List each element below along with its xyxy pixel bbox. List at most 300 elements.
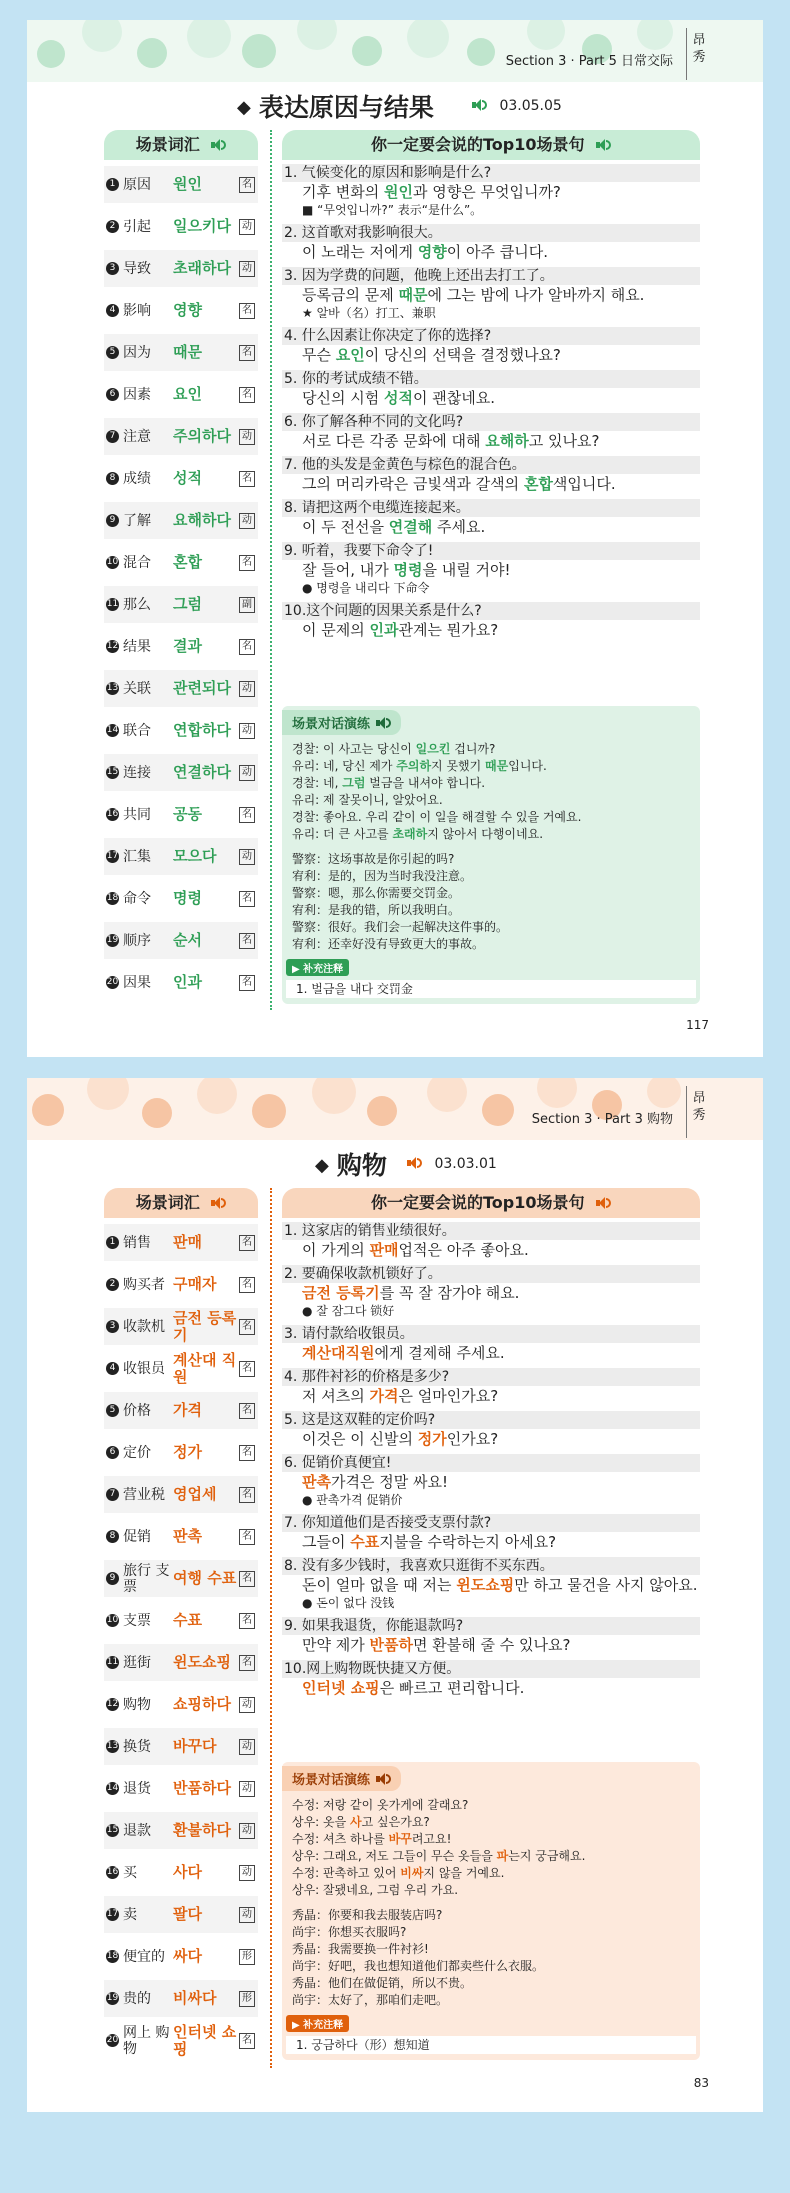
dialog-line-chinese: 尚宇：好吧，我也想知道他们都卖些什么衣服。 bbox=[292, 1959, 545, 1973]
vocab-korean: 비싸다 bbox=[173, 1989, 217, 2007]
text-segment: 관계는 뭔가요? bbox=[398, 621, 499, 639]
vocab-item[interactable] bbox=[104, 544, 258, 581]
sentence-korean bbox=[282, 1532, 700, 1552]
sentence-chinese: 7. 你知道他们是否接受支票付款? bbox=[282, 1514, 700, 1532]
vocab-number: 8 bbox=[106, 472, 119, 485]
text-segment: 지 않을 거예요. bbox=[423, 1866, 505, 1880]
decor-circle bbox=[467, 38, 495, 66]
vocab-item[interactable] bbox=[104, 880, 258, 917]
vocab-pos: 形 bbox=[239, 1991, 255, 2007]
sentence-korean bbox=[282, 1678, 700, 1698]
vocab-number: 20 bbox=[106, 977, 119, 987]
sentence-chinese: 8. 没有多少钱时，我喜欢只逛街不买东西。 bbox=[282, 1557, 700, 1575]
vocab-korean: 영향 bbox=[173, 301, 202, 319]
decor-circle bbox=[312, 1078, 356, 1114]
vocab-item[interactable] bbox=[104, 628, 258, 665]
decor-circle bbox=[197, 1078, 237, 1114]
vocab-korean: 혼합 bbox=[173, 553, 202, 571]
vocab-number: 12 bbox=[106, 641, 119, 651]
vocab-number: 4 bbox=[106, 304, 119, 317]
vocab-item[interactable] bbox=[104, 1644, 258, 1681]
text-segment: 이 당신의 선택을 결정했나요? bbox=[364, 346, 561, 364]
vocab-korean: 순서 bbox=[173, 931, 202, 949]
highlighted-word: 파 bbox=[496, 1849, 509, 1863]
vocab-korean: 판매 bbox=[173, 1233, 202, 1251]
dialog-line-korean bbox=[282, 1848, 700, 1865]
vocab-korean: 인터넷 쇼핑 bbox=[173, 2022, 237, 2058]
sentence-item bbox=[282, 224, 700, 262]
sentence-chinese: 10.网上购物既快捷又方便。 bbox=[282, 1660, 700, 1678]
text-segment: 에 그는 밤에 나가 알바까지 해요. bbox=[427, 286, 645, 304]
vocab-number: 3 bbox=[106, 1320, 119, 1333]
page-number: 83 bbox=[693, 2076, 709, 2090]
vocab-item[interactable] bbox=[104, 1938, 258, 1975]
vocab-item[interactable] bbox=[104, 1896, 258, 1933]
vocab-korean: 영업세 bbox=[173, 1485, 217, 1503]
sentence-korean bbox=[282, 1386, 700, 1406]
sentence-chinese: 1. 这家店的销售业绩很好。 bbox=[282, 1222, 700, 1240]
vocab-chinese: 便宜的 bbox=[123, 1948, 165, 1965]
side-tab-char: 秀 bbox=[692, 1108, 706, 1123]
sentence-korean bbox=[282, 620, 700, 640]
vocab-pos: 名 bbox=[239, 387, 255, 403]
vocab-item[interactable] bbox=[104, 586, 258, 623]
sentence-chinese: 5. 你的考试成绩不错。 bbox=[282, 370, 700, 388]
sentence-chinese: 7. 他的头发是金黄色与棕色的混合色。 bbox=[282, 456, 700, 474]
highlighted-word: 사 bbox=[350, 1815, 362, 1829]
vocab-item[interactable] bbox=[104, 838, 258, 875]
text-segment: 이 아주 큽니다. bbox=[446, 243, 548, 261]
vocab-number: 10 bbox=[106, 557, 119, 567]
sentence-korean bbox=[282, 1472, 700, 1492]
vocab-chinese: 购物 bbox=[123, 1696, 151, 1713]
highlighted-word: 초래하 bbox=[392, 827, 428, 841]
sentence-chinese: 2. 这首歌对我影响很大。 bbox=[282, 224, 700, 242]
vocab-pos: 名 bbox=[239, 177, 255, 193]
vocab-chinese: 连接 bbox=[123, 764, 151, 781]
highlighted-word: 수표 bbox=[350, 1533, 380, 1551]
vocab-item[interactable] bbox=[104, 1686, 258, 1723]
vocab-item[interactable] bbox=[104, 376, 258, 413]
speaker-icon[interactable] bbox=[407, 1157, 422, 1169]
sentence-chinese: 4. 什么因素让你决定了你的选择? bbox=[282, 327, 700, 345]
vocab-item[interactable] bbox=[104, 502, 258, 539]
vocab-pos: 名 bbox=[239, 1529, 255, 1545]
vocab-item[interactable] bbox=[104, 964, 258, 1001]
vocab-korean: 금전 등록기 bbox=[173, 1308, 237, 1344]
decor-circle bbox=[297, 20, 337, 50]
vocab-number: 14 bbox=[106, 1783, 119, 1793]
vocab-chinese: 支票 bbox=[123, 1612, 151, 1629]
vocab-pos: 名 bbox=[239, 1403, 255, 1419]
vocab-korean: 때문 bbox=[173, 343, 202, 361]
sentence-item bbox=[282, 456, 700, 494]
sentence-note: ★ 알바（名）打工、兼职 bbox=[302, 306, 436, 320]
side-tab-char: 昂 bbox=[692, 1091, 706, 1106]
vocab-item[interactable] bbox=[104, 1224, 258, 1261]
decor-circle bbox=[427, 1078, 467, 1112]
vocab-item[interactable] bbox=[104, 1560, 258, 1597]
speaker-icon[interactable] bbox=[376, 717, 391, 729]
supplement-tag: ▶ 补充注释 bbox=[286, 2015, 349, 2032]
dialog-box bbox=[282, 706, 700, 1004]
sentence-korean bbox=[282, 1635, 700, 1655]
text-segment: 상우: 옷을 bbox=[292, 1815, 351, 1829]
vocab-item[interactable] bbox=[104, 1854, 258, 1891]
vocab-item[interactable] bbox=[104, 1350, 258, 1387]
vocab-chinese: 成绩 bbox=[123, 470, 151, 487]
dialog-tag-text: 场景对话演练 bbox=[292, 717, 371, 732]
vocab-item[interactable] bbox=[104, 1518, 258, 1555]
sentence-chinese: 9. 听着，我要下命令了! bbox=[282, 542, 700, 560]
highlighted-word: 가격 bbox=[369, 1387, 399, 1405]
vocab-pos: 动 bbox=[239, 849, 255, 865]
dialog-line-chinese: 秀晶：他们在做促销，所以不贵。 bbox=[292, 1976, 473, 1990]
sentence-korean bbox=[282, 1343, 700, 1363]
vocab-pos: 动 bbox=[239, 219, 255, 235]
text-segment: 에게 결제해 주세요. bbox=[374, 1344, 505, 1362]
text-segment: 기후 변화의 bbox=[302, 183, 384, 201]
highlighted-word: 때문 bbox=[485, 759, 509, 773]
vocab-item[interactable] bbox=[104, 1392, 258, 1429]
vocab-pos: 动 bbox=[239, 1865, 255, 1881]
vocab-pos: 名 bbox=[239, 807, 255, 823]
text-segment: 수정: 셔츠 하나를 bbox=[292, 1832, 389, 1846]
vocab-korean: 환불하다 bbox=[173, 1821, 231, 1839]
sentence-korean bbox=[282, 1283, 700, 1303]
sentence-korean bbox=[282, 182, 700, 202]
vocab-number: 6 bbox=[106, 388, 119, 401]
dialog-line-chinese: 宥利：是我的错，所以我明白。 bbox=[292, 903, 461, 917]
speaker-icon[interactable] bbox=[596, 139, 611, 151]
speaker-icon[interactable] bbox=[472, 99, 487, 111]
highlighted-word: 명령 bbox=[393, 561, 423, 579]
sentence-korean bbox=[282, 431, 700, 451]
audio-code-text: 03.03.01 bbox=[434, 1156, 497, 1172]
vocab-chinese: 退款 bbox=[123, 1822, 151, 1839]
vocab-item[interactable] bbox=[104, 1728, 258, 1765]
vocab-number: 20 bbox=[106, 2035, 119, 2045]
vocab-korean: 모으다 bbox=[173, 847, 217, 865]
decor-circle bbox=[482, 1094, 514, 1126]
decor-circle bbox=[82, 20, 122, 52]
vocab-chinese: 营业税 bbox=[123, 1486, 165, 1503]
decor-circle bbox=[352, 36, 382, 66]
vocab-number: 15 bbox=[106, 767, 119, 777]
highlighted-word: 판촉 bbox=[302, 1473, 331, 1491]
text-segment: 이 괜찮네요. bbox=[412, 389, 495, 407]
vocab-item[interactable] bbox=[104, 334, 258, 371]
text-segment: 이 두 전선을 bbox=[302, 518, 389, 536]
sentence-item bbox=[282, 413, 700, 451]
vocab-item[interactable] bbox=[104, 208, 258, 245]
page-title-text: 表达原因与结果 bbox=[258, 93, 434, 122]
vocab-chinese: 定价 bbox=[123, 1444, 151, 1461]
speaker-icon[interactable] bbox=[596, 1197, 611, 1209]
column-divider bbox=[270, 1188, 272, 2068]
vocab-chinese: 销售 bbox=[123, 1234, 151, 1251]
vocab-number: 16 bbox=[106, 1867, 119, 1877]
spacer bbox=[282, 843, 700, 851]
vocab-item[interactable] bbox=[104, 292, 258, 329]
highlighted-word: 계산대직원 bbox=[302, 1344, 375, 1362]
sentence-korean bbox=[282, 1240, 700, 1260]
vocab-number: 16 bbox=[106, 809, 119, 819]
highlighted-word: 연결해 bbox=[388, 518, 433, 536]
vocab-number: 12 bbox=[106, 1699, 119, 1709]
text-segment: 인가요? bbox=[446, 1430, 499, 1448]
text-segment: 만 하고 물건을 사지 않아요. bbox=[514, 1576, 698, 1594]
side-tab bbox=[686, 28, 711, 80]
vocab-item[interactable] bbox=[104, 418, 258, 455]
text-segment: 고 있나요? bbox=[528, 432, 600, 450]
text-segment: 지불을 수락하는지 아세요? bbox=[379, 1533, 557, 1551]
vocab-heading-text: 场景词汇 bbox=[135, 135, 200, 154]
vocab-chinese: 换货 bbox=[123, 1738, 151, 1755]
dialog-line-korean bbox=[282, 1865, 700, 1882]
decor-circle bbox=[367, 1096, 397, 1126]
vocab-item[interactable] bbox=[104, 166, 258, 203]
dialog-line-korean bbox=[282, 1882, 700, 1899]
vocab-item[interactable] bbox=[104, 796, 258, 833]
audio-code-text: 03.05.05 bbox=[499, 98, 562, 114]
vocab-chinese: 因果 bbox=[123, 974, 151, 991]
vocab-pos: 动 bbox=[239, 513, 255, 529]
sentence-korean bbox=[282, 560, 700, 580]
highlighted-word: 인터넷 쇼핑 bbox=[302, 1679, 380, 1697]
vocab-korean: 그럼 bbox=[173, 595, 202, 613]
vocab-korean: 반품하다 bbox=[173, 1779, 231, 1797]
vocab-number: 9 bbox=[106, 1572, 119, 1585]
vocab-chinese: 顺序 bbox=[123, 932, 151, 949]
vocab-korean: 관련되다 bbox=[173, 679, 231, 697]
text-segment: 를 꼭 잘 잠가야 해요. bbox=[379, 1284, 520, 1302]
column-divider bbox=[270, 130, 272, 1010]
vocab-number: 2 bbox=[106, 1278, 119, 1291]
vocab-korean: 싸다 bbox=[173, 1947, 202, 1965]
vocab-item[interactable] bbox=[104, 1266, 258, 1303]
text-segment: 경찰: 네, bbox=[292, 776, 343, 790]
vocab-item[interactable] bbox=[104, 1980, 258, 2017]
vocab-number: 2 bbox=[106, 220, 119, 233]
vocab-pos: 名 bbox=[239, 891, 255, 907]
section-label: Section 3 · Part 3 购物 bbox=[531, 1112, 673, 1127]
sentence-korean bbox=[282, 345, 700, 365]
text-segment: 경찰: 좋아요. 우리 같이 이 일을 해결할 수 있을 거예요. bbox=[292, 810, 582, 824]
text-segment: 과 영향은 무엇입니까? bbox=[412, 183, 561, 201]
sentence-item bbox=[282, 1514, 700, 1552]
vocab-number: 19 bbox=[106, 935, 119, 945]
dialog-line-korean bbox=[282, 1797, 700, 1814]
vocab-item[interactable] bbox=[104, 1434, 258, 1471]
text-segment: 유리: 더 큰 사고를 bbox=[292, 827, 393, 841]
vocab-number: 11 bbox=[106, 1657, 119, 1667]
vocab-item[interactable] bbox=[104, 1476, 258, 1513]
vocab-chinese: 卖 bbox=[123, 1906, 137, 1923]
sentence-chinese: 8. 请把这两个电缆连接起来。 bbox=[282, 499, 700, 517]
dialog-line-chinese: 警察：很好。我们会一起解决这件事的。 bbox=[292, 920, 509, 934]
sentence-item bbox=[282, 1660, 700, 1698]
text-segment: 상우: 그래요, 저도 그들이 무슨 옷들을 bbox=[292, 1849, 497, 1863]
dialog-line-chinese: 警察：这场事故是你引起的吗? bbox=[292, 852, 455, 866]
vocab-pos: 名 bbox=[239, 345, 255, 361]
dialog-tag-text: 场景对话演练 bbox=[292, 1773, 371, 1788]
vocab-korean: 주의하다 bbox=[173, 427, 231, 445]
dialog-line-chinese: 秀晶：你要和我去服装店吗? bbox=[292, 1908, 443, 1922]
text-segment: 고 싶은가요? bbox=[361, 1815, 430, 1829]
text-segment: 유리: 제 잘못이니, 알았어요. bbox=[292, 793, 443, 807]
vocab-pos: 名 bbox=[239, 303, 255, 319]
page-number: 117 bbox=[686, 1018, 709, 1032]
text-segment: 무슨 bbox=[302, 346, 336, 364]
sentences-heading-text: 你一定要会说的Top10场景句 bbox=[370, 1193, 585, 1212]
vocab-number: 7 bbox=[106, 430, 119, 443]
vocab-korean: 사다 bbox=[173, 1863, 202, 1881]
text-segment: 이 문제의 bbox=[302, 621, 370, 639]
vocab-pos: 副 bbox=[239, 597, 255, 613]
audio-code[interactable] bbox=[407, 1156, 497, 1172]
text-segment: 이것은 이 신발의 bbox=[302, 1430, 418, 1448]
vocab-number: 13 bbox=[106, 1741, 119, 1751]
vocab-chinese: 原因 bbox=[123, 176, 151, 193]
text-segment: 당신의 시험 bbox=[302, 389, 384, 407]
sentence-item bbox=[282, 1454, 700, 1509]
vocab-pos: 动 bbox=[239, 1781, 255, 1797]
dialog-line-korean bbox=[282, 809, 700, 826]
vocab-item[interactable] bbox=[104, 754, 258, 791]
vocab-korean: 수표 bbox=[173, 1611, 202, 1629]
vocab-list bbox=[104, 1224, 258, 2064]
speaker-icon[interactable] bbox=[211, 139, 226, 151]
vocab-chinese: 购买者 bbox=[123, 1276, 165, 1293]
highlighted-word: 인과 bbox=[369, 621, 399, 639]
vocab-item[interactable] bbox=[104, 1770, 258, 1807]
vocab-pos: 动 bbox=[239, 261, 255, 277]
vocab-pos: 动 bbox=[239, 765, 255, 781]
speaker-icon[interactable] bbox=[211, 1197, 226, 1209]
sentence-note: ● 돈이 없다 没钱 bbox=[302, 1596, 395, 1610]
text-segment: 지 못했기 bbox=[431, 759, 486, 773]
sentence-item bbox=[282, 1368, 700, 1406]
sentence-chinese: 9. 如果我退货，你能退款吗? bbox=[282, 1617, 700, 1635]
vocab-number: 5 bbox=[106, 1404, 119, 1417]
highlighted-word: 일으킨 bbox=[415, 742, 451, 756]
text-segment: 업적은 아주 좋아요. bbox=[398, 1241, 529, 1259]
vocab-pos: 动 bbox=[239, 1823, 255, 1839]
text-segment: 저 셔츠의 bbox=[302, 1387, 370, 1405]
text-segment: 입니다. bbox=[508, 759, 547, 773]
vocab-korean: 연결하다 bbox=[173, 763, 231, 781]
vocab-korean: 계산대 직원 bbox=[173, 1350, 237, 1386]
decor-circle bbox=[527, 20, 565, 50]
vocab-number: 1 bbox=[106, 1236, 119, 1249]
text-segment: 유리: 네, 당신 제가 bbox=[292, 759, 397, 773]
vocab-item[interactable] bbox=[104, 250, 258, 287]
sentence-korean bbox=[282, 388, 700, 408]
vocab-chinese: 那么 bbox=[123, 596, 151, 613]
text-segment: 가격은 정말 싸요! bbox=[330, 1473, 448, 1491]
sentence-chinese: 1. 气候变化的原因和影响是什么? bbox=[282, 164, 700, 182]
dialog-line-chinese: 宥利：还幸好没有导致更大的事故。 bbox=[292, 937, 485, 951]
vocab-korean: 가격 bbox=[173, 1401, 202, 1419]
vocab-item[interactable] bbox=[104, 1602, 258, 1639]
sentence-chinese: 10.这个问题的因果关系是什么? bbox=[282, 602, 700, 620]
sentence-chinese: 6. 促销价真便宜! bbox=[282, 1454, 700, 1472]
vocab-pos: 动 bbox=[239, 723, 255, 739]
vocab-item[interactable] bbox=[104, 670, 258, 707]
vocab-chinese: 注意 bbox=[123, 428, 151, 445]
speaker-icon[interactable] bbox=[376, 1773, 391, 1785]
vocab-item[interactable] bbox=[104, 1812, 258, 1849]
sentence-item bbox=[282, 499, 700, 537]
text-segment: 그의 머리카락은 금빛색과 갈색의 bbox=[302, 475, 524, 493]
highlighted-word: 바꾸 bbox=[388, 1832, 412, 1846]
decor-circle bbox=[537, 1078, 577, 1108]
sentence-item bbox=[282, 267, 700, 322]
audio-code[interactable] bbox=[472, 98, 562, 114]
text-segment: 이 가게의 bbox=[302, 1241, 370, 1259]
dialog-line-chinese: 宥利：是的，因为当时我没注意。 bbox=[292, 869, 473, 883]
vocab-number: 3 bbox=[106, 262, 119, 275]
vocab-chinese: 逛街 bbox=[123, 1654, 151, 1671]
sentence-note: ● 잘 잠그다 锁好 bbox=[302, 1304, 395, 1318]
text-segment: 겁니까? bbox=[450, 742, 496, 756]
vocab-number: 13 bbox=[106, 683, 119, 693]
text-segment: 지 않아서 다행이네요. bbox=[427, 827, 544, 841]
highlighted-word: 판매 bbox=[369, 1241, 399, 1259]
decor-circle bbox=[252, 1094, 286, 1128]
dialog-line-korean bbox=[282, 775, 700, 792]
highlighted-word: 혼합 bbox=[523, 475, 553, 493]
vocab-number: 17 bbox=[106, 851, 119, 861]
dialog-line-korean bbox=[282, 1814, 700, 1831]
vocab-pos: 名 bbox=[239, 1277, 255, 1293]
diamond-icon: ◆ bbox=[237, 97, 251, 118]
sentence-korean bbox=[282, 517, 700, 537]
vocab-chinese: 关联 bbox=[123, 680, 151, 697]
highlighted-word: 반품하 bbox=[369, 1636, 413, 1654]
sentence-item bbox=[282, 327, 700, 365]
vocab-item[interactable] bbox=[104, 712, 258, 749]
highlighted-word: 윈도쇼핑 bbox=[456, 1576, 515, 1594]
vocab-chinese: 贵的 bbox=[123, 1990, 151, 2007]
decor-circle bbox=[637, 20, 673, 50]
vocab-item[interactable] bbox=[104, 922, 258, 959]
vocab-item[interactable] bbox=[104, 2022, 258, 2059]
vocab-chinese: 导致 bbox=[123, 260, 151, 277]
vocab-chinese: 结果 bbox=[123, 638, 151, 655]
text-segment: 는지 궁금해요. bbox=[508, 1849, 586, 1863]
vocab-pos: 名 bbox=[239, 1487, 255, 1503]
vocab-chinese: 混合 bbox=[123, 554, 151, 571]
dialog-line-chinese: 秀晶：我需要换一件衬衫! bbox=[292, 1942, 429, 1956]
vocab-number: 14 bbox=[106, 725, 119, 735]
vocab-item[interactable] bbox=[104, 460, 258, 497]
highlighted-word: 정가 bbox=[417, 1430, 447, 1448]
dialog-line-korean bbox=[282, 792, 700, 809]
vocab-pos: 动 bbox=[239, 1697, 255, 1713]
vocab-korean: 결과 bbox=[173, 637, 202, 655]
highlighted-word: 원인 bbox=[384, 183, 413, 201]
vocab-pos: 名 bbox=[239, 471, 255, 487]
decor-circle bbox=[242, 34, 276, 68]
sentence-korean bbox=[282, 1429, 700, 1449]
vocab-number: 9 bbox=[106, 514, 119, 527]
vocab-item[interactable] bbox=[104, 1308, 258, 1345]
vocab-korean: 판촉 bbox=[173, 1527, 202, 1545]
text-segment: 그들이 bbox=[302, 1533, 351, 1551]
vocab-number: 7 bbox=[106, 1488, 119, 1501]
